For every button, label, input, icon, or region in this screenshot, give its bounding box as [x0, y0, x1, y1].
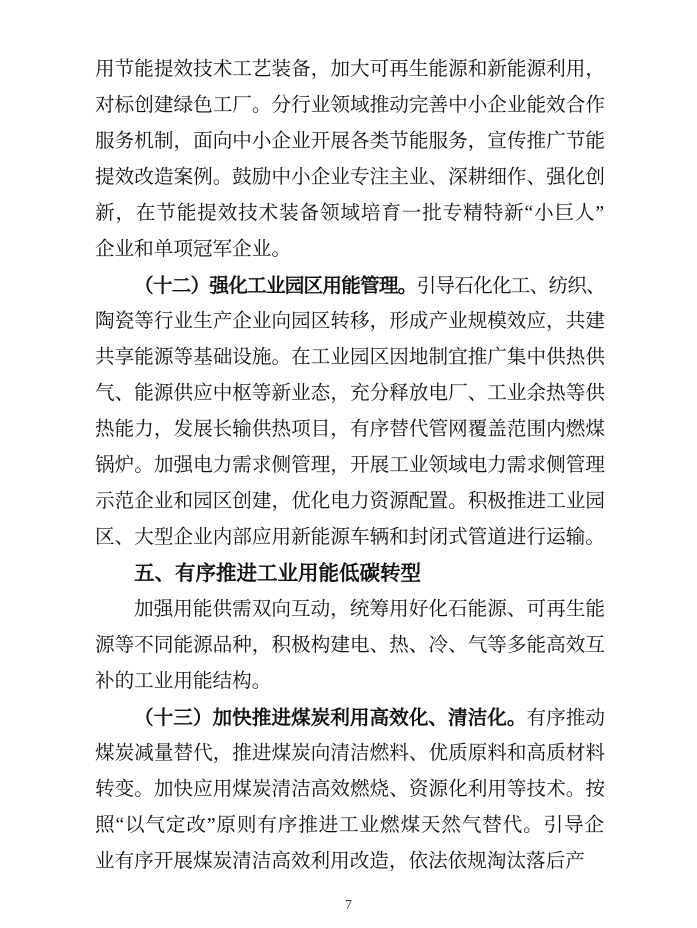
text-line [95, 484, 605, 520]
text-run: 转变。加快应用煤炭清洁高效燃烧、资源化利用等技术。按 [95, 779, 605, 800]
text-line [95, 376, 605, 412]
text-run: 气、能源供应中枢等新业态，充分释放电厂、工业余热等供 [95, 383, 605, 404]
text-line [95, 844, 605, 880]
text-line [95, 448, 605, 484]
bold-text-run: （十二）强化工业园区用能管理。 [134, 275, 417, 297]
text-line [95, 196, 605, 232]
text-line [95, 52, 605, 88]
text-run: 对标创建绿色工厂。分行业领域推动完善中小企业能效合作 [95, 95, 605, 116]
document-body [95, 52, 605, 880]
text-run: 煤炭减量替代，推进煤炭向清洁燃料、优质原料和高质材料 [95, 743, 605, 764]
text-line [95, 232, 605, 268]
text-line [95, 88, 605, 124]
text-run: 业有序开展煤炭清洁高效利用改造，依法依规淘汰落后产 [95, 851, 585, 872]
text-run: 示范企业和园区创建，优化电力资源配置。积极推进工业园 [95, 491, 605, 512]
text-run: 陶瓷等行业生产企业向园区转移，形成产业规模效应，共建 [95, 311, 605, 332]
text-line [95, 808, 605, 844]
para-item-13-coal-utilization-clean-efficient [95, 700, 605, 880]
text-line [95, 412, 605, 448]
text-run: 有序推动 [526, 708, 605, 729]
heading-section-5-low-carbon-transition [95, 556, 605, 592]
text-run: 用节能提效技术工艺装备，加大可再生能源和新能源利用， [95, 59, 605, 80]
text-line [95, 340, 605, 376]
page-number: 7 [345, 898, 352, 913]
text-line [95, 772, 605, 808]
para-continued-energy-efficiency-smes [95, 52, 605, 268]
text-line [95, 664, 605, 700]
text-run: 源等不同能源品种，积极构建电、热、冷、气等多能高效互 [95, 635, 605, 656]
text-line [95, 304, 605, 340]
text-run: 提效改造案例。鼓励中小企业专注主业、深耕细作、强化创 [95, 167, 605, 188]
text-line [95, 520, 605, 556]
para-item-12-industrial-park-energy-management [95, 268, 605, 556]
text-line [95, 700, 605, 736]
text-line [95, 736, 605, 772]
text-run: 企业和单项冠军企业。 [95, 239, 291, 260]
text-run: 新，在节能提效技术装备领域培育一批专精特新“小巨人” [95, 203, 605, 224]
bold-text-run: （十三）加快推进煤炭利用高效化、清洁化。 [134, 707, 527, 729]
para-energy-supply-demand-interaction [95, 592, 605, 700]
text-run: 服务机制，面向中小企业开展各类节能服务，宣传推广节能 [95, 131, 605, 152]
text-run: 热能力，发展长输供热项目，有序替代管网覆盖范围内燃煤 [95, 419, 605, 440]
text-run: 锅炉。加强电力需求侧管理，开展工业领域电力需求侧管理 [95, 455, 605, 476]
text-line [95, 124, 605, 160]
text-line [95, 160, 605, 196]
text-run: 引导石化化工、纺织、 [416, 276, 606, 297]
text-run: 加强用能供需双向互动，统筹用好化石能源、可再生能 [134, 599, 605, 620]
text-line [95, 592, 605, 628]
text-run: 共享能源等基础设施。在工业园区因地制宜推广集中供热供 [95, 347, 605, 368]
section-heading-line [95, 556, 605, 592]
text-line [95, 268, 605, 304]
text-line [95, 628, 605, 664]
text-run: 区、大型企业内部应用新能源车辆和封闭式管道进行运输。 [95, 527, 605, 548]
bold-text-run: 五、有序推进工业用能低碳转型 [134, 562, 421, 585]
text-run: 照“以气定改”原则有序推进工业燃煤天然气替代。引导企 [95, 815, 605, 836]
text-run: 补的工业用能结构。 [95, 671, 272, 692]
